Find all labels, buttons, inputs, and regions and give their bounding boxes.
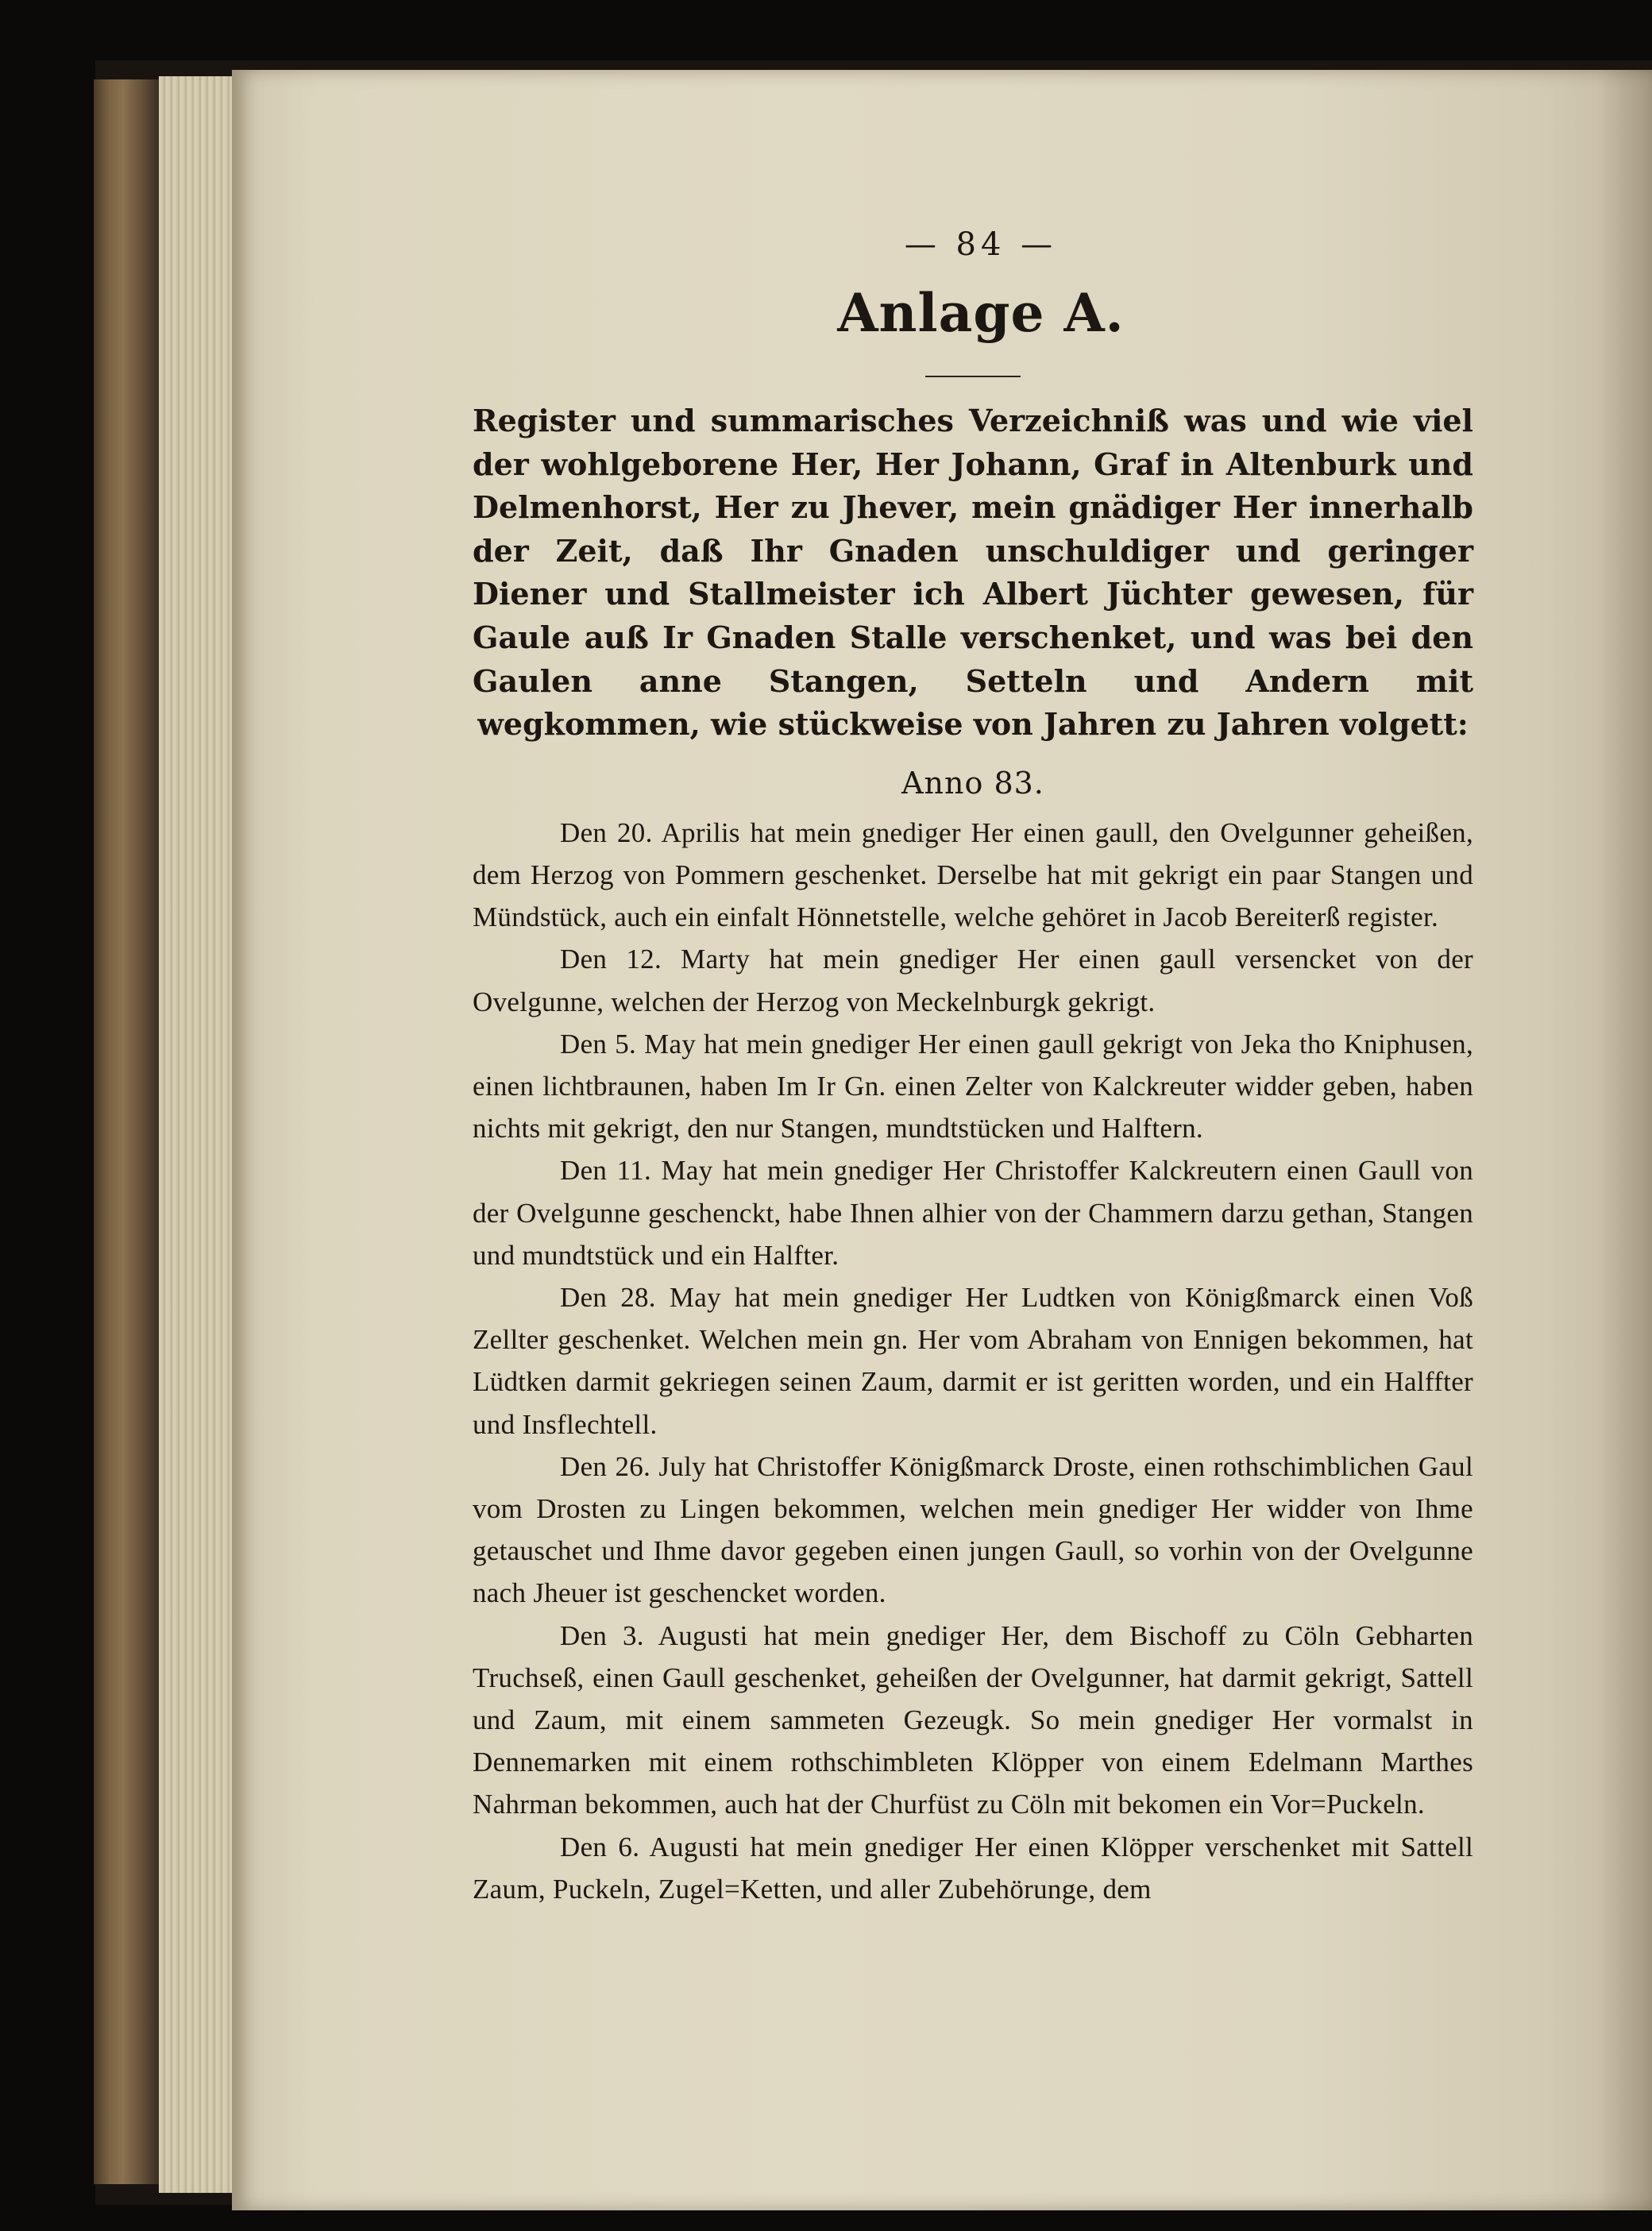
entry-paragraph: Den 3. Augusti hat mein gnediger Her, dem Bischoff zu Cöln Gebharten Truchseß, einen Gaull geschenket, geheißen der Ovelgunner, hat darmit gekrigt, Sattell und Zaum, mit einem sammeten Gezeugk. So mein gnediger Her vormalst in Dennemarken mit einem rothschimbleten Klöpper von einem Edelmann Marthes Nahrman bekommen, auch hat der Churfüst zu Cöln mit bekomen ein Vor=Puckeln. [473,1619,1473,1820]
page-text [473,226,1473,1910]
book-spine [94,79,159,2184]
entry-paragraph: Den 11. May hat mein gnediger Her Christoffer Kalckreutern einen Gaull von der Ovelgunne geschenckt, habe Ihnen alhier von der Chammern darzu gethan, Stangen und mundtstück und ein Halfter. [473,1155,1473,1271]
page-number: — 84 — [904,226,1058,263]
entry-paragraph: Den 26. July hat Christoffer Königßmarck Droste, einen rothschimblichen Gaul vom Drosten zu Lingen bekommen, welchen mein gnediger Her widder von Ihme getauschet und Ihme davor gegeben einen jungen Gaull, so vorhin von der Ovelgunne nach Jheuer ist geschencket worden. [473,1450,1473,1609]
entry-paragraph: Den 12. Marty hat mein gnediger Her einen gaull versencket von der Ovelgunne, welchen der Herzog von Meckelnburgk gekrigt. [473,944,1473,1017]
entry-paragraph: Den 5. May hat mein gnediger Her einen gaull gekrigt von Jeka tho Kniphusen, einen lichtbraunen, haben Im Ir Gn. einen Zelter von Kalckreuter widder geben, haben nichts mit gekrigt, den nur Stangen, mundtstücken und Halftern. [473,1028,1473,1144]
year-heading: Anno 83. [901,765,1044,801]
page-edges [159,76,234,2193]
entry-paragraph: Den 28. May hat mein gnediger Her Ludtken von Königßmarck einen Voß Zellter geschenket. Welchen mein gn. Her vom Abraham von Ennigen bekommen, hat Lüdtken darmit gekriegen seinen Zaum, darmit er ist geritten worden, und ein Halffter und Insflechtell. [473,1281,1473,1440]
entry-paragraph: Den 6. Augusti hat mein gnediger Her einen Klöpper verschenket mit Sattell Zaum, Puckeln, Zugel=Ketten, und aller Zubehörunge, dem [473,1831,1473,1905]
page-title: Anlage A. [837,282,1125,344]
page-curl-shadow [1596,70,1652,2210]
title-divider [925,376,1021,377]
entry-paragraph: Den 20. Aprilis hat mein gnediger Her einen gaull, den Ovelgunner geheißen, dem Herzog von Pommern geschenket. Derselbe hat mit gekrigt ein paar Stangen und Mündstück, auch ein einfalt Hönnetstelle, welche gehöret in Jacob Bereiterß register. [473,816,1473,933]
intro-paragraph: Register und summarisches Verzeichniß was und wie viel der wohlgeborene Her, Her Johann, Graf in Altenburk und Delmenhorst, Her zu Jhever, mein gnädiger Her innerhalb der Zeit, daß Ihr Gnaden unschuldiger und geringer Diener und Stallmeister ich Albert Jüchter gewesen, für Gaule auß Ir Gnaden Stalle verschenket, und was bei den Gaulen anne Stangen, Setteln und Andern mit wegkommen, wie stückweise von Jahren zu Jahren volgett: [473,403,1473,743]
